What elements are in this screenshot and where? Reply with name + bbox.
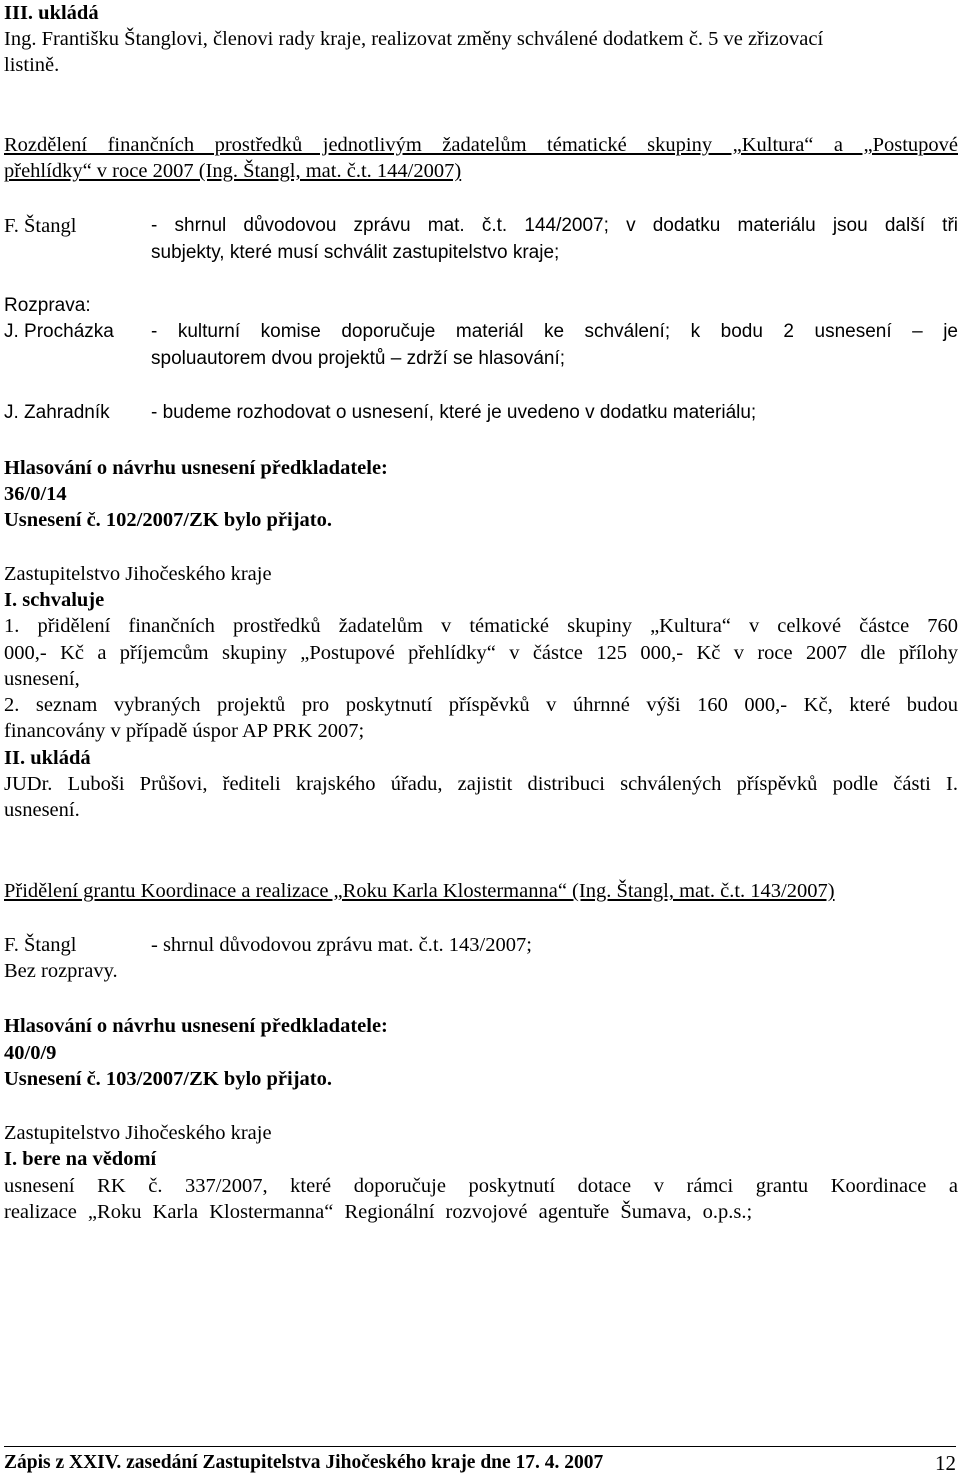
resolution-body: Zastupitelstvo Jihočeského kraje xyxy=(4,563,272,585)
speaker-statement: - budeme rozhodovat o usnesení, které je uvedeno v dodatku materiálu; xyxy=(151,402,757,423)
footer-divider xyxy=(4,1446,956,1447)
no-debate-note: Bez rozpravy. xyxy=(4,960,118,982)
footer-text: Zápis z XXIV. zasedání Zastupitelstva Jihočeského kraje dne 17. 4. 2007 xyxy=(4,1452,604,1473)
section-heading: III. ukládá xyxy=(4,2,99,24)
resolution-section: II. ukládá xyxy=(4,747,91,769)
speaker-name: J. Zahradník xyxy=(4,402,110,423)
resolution-paragraph: JUDr. Luboši Průšovi, řediteli krajského úřadu, zajistit distribuci schválených příspěvků podle části I. xyxy=(4,773,958,795)
vote-result: 36/0/14 xyxy=(4,483,67,505)
speaker-name: F. Štangl xyxy=(4,934,77,956)
debate-label: Rozprava: xyxy=(4,295,91,316)
paragraph-line: listině. xyxy=(4,54,60,76)
agenda-item-title: přehlídky“ v roce 2007 (Ing. Štangl, mat. č.t. 144/2007) xyxy=(4,160,462,182)
agenda-item-title: Přidělení grantu Koordinace a realizace „Roku Karla Klostermanna“ (Ing. Štangl, mat. č.t. 143/2007) xyxy=(4,880,835,902)
resolution-paragraph: realizace „Roku Karla Klostermanna“ Regionální rozvojové agentuře Šumava, o.p.s.; xyxy=(4,1201,753,1223)
speaker-statement: spoluautorem dvou projektů – zdrží se hlasování; xyxy=(151,348,566,369)
resolution-paragraph: usnesení. xyxy=(4,799,80,821)
speaker-statement: - shrnul důvodovou zprávu mat. č.t. 144/2007; v dodatku materiálu jsou další tři xyxy=(151,215,958,236)
paragraph-line: Ing. Františku Štanglovi, členovi rady kraje, realizovat změny schválené dodatkem č. 5 ve zřizovací xyxy=(4,28,824,50)
resolution-paragraph: 2. seznam vybraných projektů pro poskytnutí příspěvků v úhrnné výši 160 000,- Kč, které budou xyxy=(4,694,958,716)
speaker-name: J. Procházka xyxy=(4,321,114,342)
speaker-name: F. Štangl xyxy=(4,215,77,237)
speaker-statement: subjekty, které musí schválit zastupitelstvo kraje; xyxy=(151,242,560,263)
speaker-statement: - shrnul důvodovou zprávu mat. č.t. 143/2007; xyxy=(151,934,532,956)
resolution-number: Usnesení č. 103/2007/ZK bylo přijato. xyxy=(4,1068,333,1090)
resolution-paragraph: financovány v případě úspor AP PRK 2007; xyxy=(4,720,365,742)
resolution-section: I. bere na vědomí xyxy=(4,1148,157,1170)
resolution-paragraph: 000,- Kč a příjemcům skupiny „Postupové přehlídky“ v částce 125 000,- Kč v roce 2007 dle přílohy xyxy=(4,642,958,664)
resolution-paragraph: 1. přidělení finančních prostředků žadatelům v tématické skupiny „Kultura“ v celkové částce 760 xyxy=(4,615,958,637)
agenda-item-title: Rozdělení finančních prostředků jednotlivým žadatelům tématické skupiny „Kultura“ a „Postupové xyxy=(4,134,958,156)
page-number: 12 xyxy=(935,1451,956,1475)
resolution-number: Usnesení č. 102/2007/ZK bylo přijato. xyxy=(4,509,333,531)
vote-heading: Hlasování o návrhu usnesení předkladatele: xyxy=(4,1015,388,1037)
resolution-section: I. schvaluje xyxy=(4,589,105,611)
resolution-paragraph: usnesení RK č. 337/2007, které doporučuje poskytnutí dotace v rámci grantu Koordinace a xyxy=(4,1175,958,1197)
vote-result: 40/0/9 xyxy=(4,1042,57,1064)
speaker-statement: - kulturní komise doporučuje materiál ke schválení; k bodu 2 usnesení – je xyxy=(151,321,958,342)
resolution-paragraph: usnesení, xyxy=(4,668,80,690)
resolution-body: Zastupitelstvo Jihočeského kraje xyxy=(4,1122,272,1144)
page-footer xyxy=(4,1450,956,1476)
vote-heading: Hlasování o návrhu usnesení předkladatele: xyxy=(4,457,388,479)
